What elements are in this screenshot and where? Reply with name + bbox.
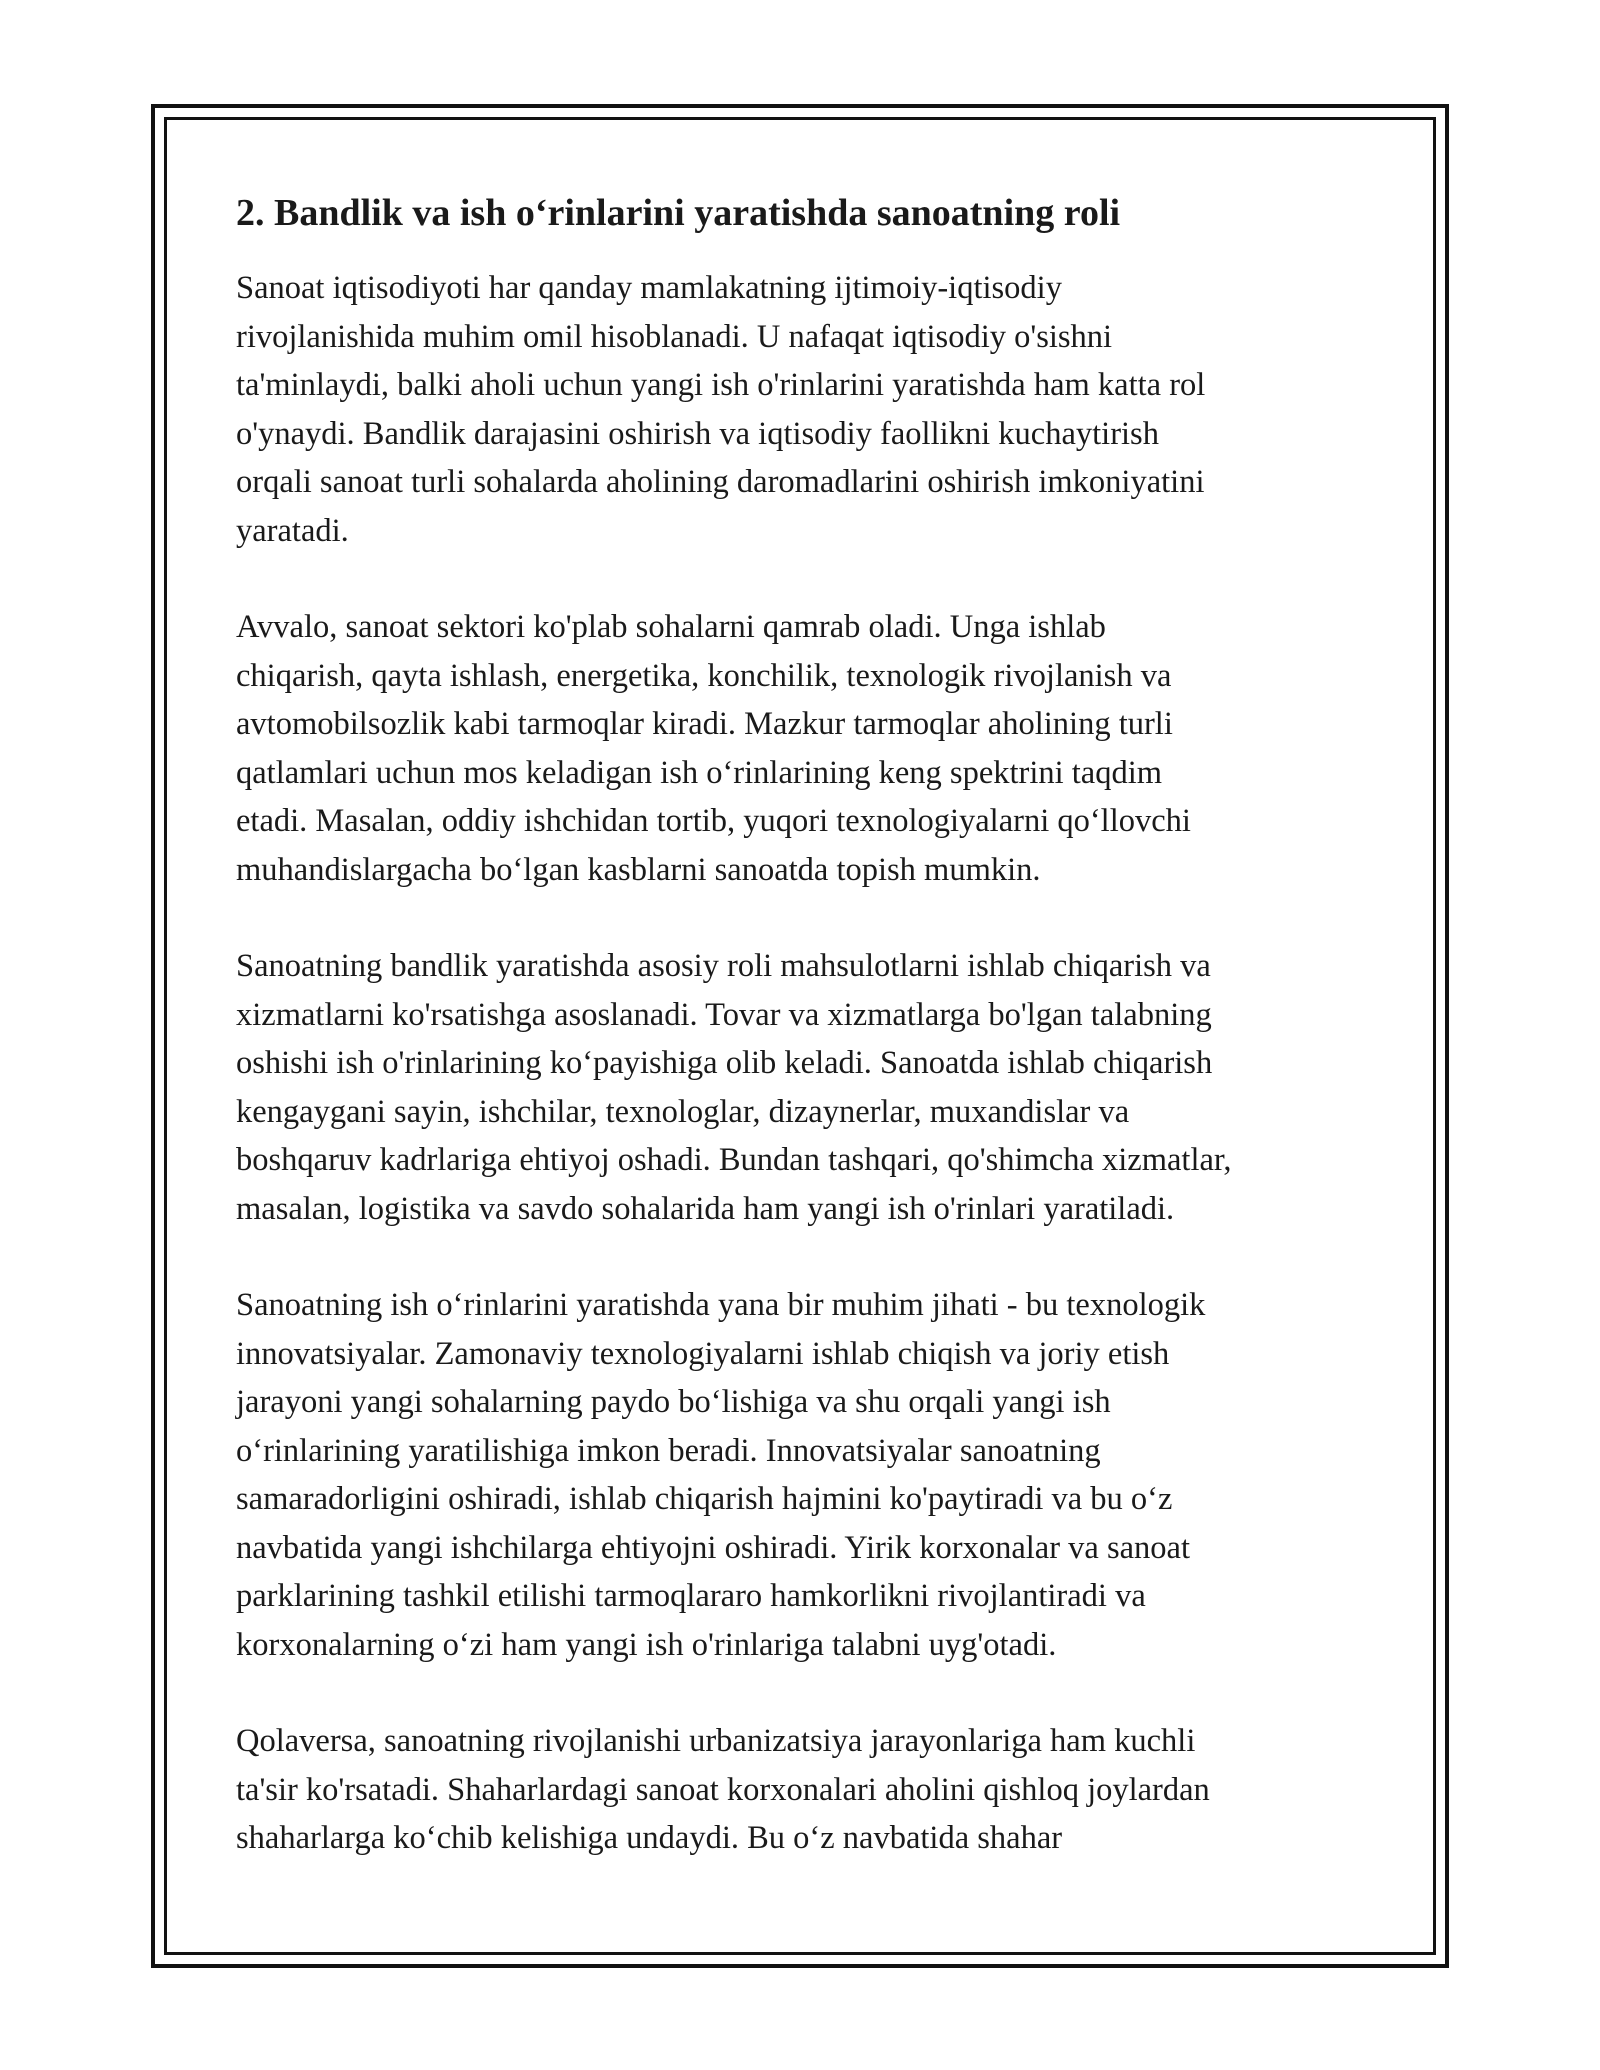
text-line: Sanoatning bandlik yaratishda asosiy roli mahsulotlarni ishlab chiqarish va (236, 948, 1211, 984)
paragraph-4 (236, 1281, 1376, 1669)
text-line: masalan, logistika va savdo sohalarida ham yangi ish o'rinlari yaratiladi. (236, 1190, 1175, 1227)
text-line: ta'sir ko'rsatadi. Shaharlardagi sanoat korxonalari aholini qishloq joylardan (236, 1771, 1210, 1808)
text-line: ta'minlaydi, balki aholi uchun yangi ish o'rinlarini yaratishda ham katta rol (236, 367, 1206, 403)
text-line: rivojlanishida muhim omil hisoblanadi. U nafaqat iqtisodiy o'sishni (236, 318, 1113, 355)
text-line: boshqaruv kadrlariga ehtiyoj oshadi. Bundan tashqari, qo'shimcha xizmatlar, (236, 1142, 1232, 1178)
text-line: orqali sanoat turli sohalarda aholining daromadlarini oshirish imkoniyatini (236, 464, 1205, 500)
text-line: muhandislargacha bo‘lgan kasblarni sanoatda topish mumkin. (236, 851, 1041, 888)
text-line: parklarining tashkil etilishi tarmoqlararo hamkorlikni rivojlantiradi va (236, 1578, 1146, 1614)
text-line: kengaygani sayin, ishchilar, texnologlar, dizaynerlar, muxandislar va (236, 1093, 1130, 1130)
document-body (236, 188, 1376, 1911)
text-line: avtomobilsozlik kabi tarmoqlar kiradi. Mazkur tarmoqlar aholining turli (236, 706, 1173, 742)
text-line: Qolaversa, sanoatning rivojlanishi urbanizatsiya jarayonlariga ham kuchli (236, 1723, 1196, 1759)
text-line: shaharlarga ko‘chib kelishiga undaydi. Bu o‘z navbatida shahar (236, 1820, 1063, 1856)
text-line: yaratadi. (236, 512, 349, 549)
paragraph-5 (236, 1717, 1376, 1863)
text-line: o'ynaydi. Bandlik darajasini oshirish va iqtisodiy faollikni kuchaytirish (236, 415, 1159, 452)
text-line: innovatsiyalar. Zamonaviy texnologiyalarni ishlab chiqish va joriy etish (236, 1335, 1170, 1372)
text-line: qatlamlari uchun mos keladigan ish o‘rinlarining keng spektrini taqdim (236, 754, 1163, 791)
text-line: jarayoni yangi sohalarning paydo bo‘lishiga va shu orqali yangi ish (236, 1384, 1111, 1420)
text-line: o‘rinlarining yaratilishiga imkon beradi. Innovatsiyalar sanoatning (236, 1432, 1101, 1469)
text-line: chiqarish, qayta ishlash, energetika, konchilik, texnologik rivojlanish va (236, 657, 1172, 694)
text-line: Avvalo, sanoat sektori ko'plab sohalarni qamrab oladi. Unga ishlab (236, 609, 1106, 645)
text-line: Sanoat iqtisodiyoti har qanday mamlakatning ijtimoiy-iqtisodiy (236, 270, 1062, 306)
section-heading: 2. Bandlik va ish o‘rinlarini yaratishda sanoatning roli (236, 192, 1121, 234)
paragraph-2 (236, 603, 1376, 894)
paragraph-1 (236, 264, 1376, 555)
text-line: Sanoatning ish o‘rinlarini yaratishda yana bir muhim jihati - bu texnologik (236, 1287, 1206, 1323)
text-line: samaradorligini oshiradi, ishlab chiqarish hajmini ko'paytiradi va bu o‘z (236, 1481, 1173, 1517)
text-line: xizmatlarni ko'rsatishga asoslanadi. Tovar va xizmatlarga bo'lgan talabning (236, 996, 1212, 1033)
text-line: navbatida yangi ishchilarga ehtiyojni oshiradi. Yirik korxonalar va sanoat (236, 1529, 1190, 1566)
text-line: oshishi ish o'rinlarining ko‘payishiga olib keladi. Sanoatda ishlab chiqarish (236, 1045, 1213, 1081)
text-line: etadi. Masalan, oddiy ishchidan tortib, yuqori texnologiyalarni qo‘llovchi (236, 803, 1191, 839)
text-line: korxonalarning o‘zi ham yangi ish o'rinlariga talabni uyg'otadi. (236, 1626, 1057, 1663)
paragraph-3 (236, 942, 1376, 1233)
